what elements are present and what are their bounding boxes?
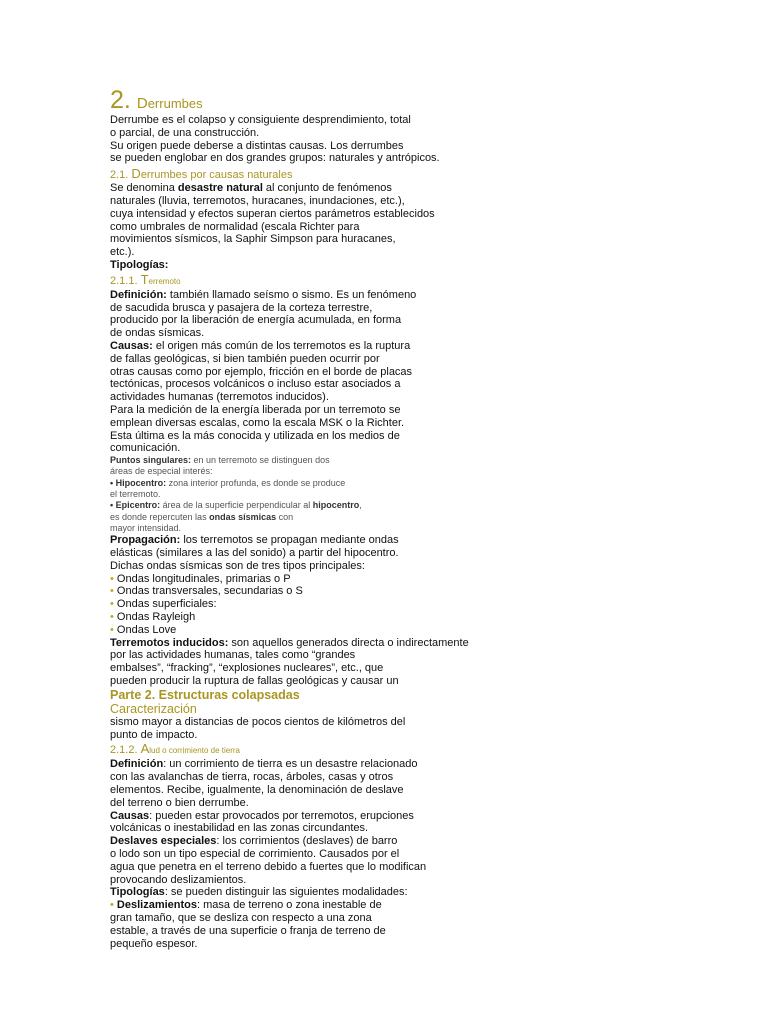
text-line: pequeño espesor.: [110, 937, 198, 950]
heading-text: errumbes: [147, 96, 203, 111]
text-line: Definición: también llamado seísmo o sismo. Es un fenómeno: [110, 288, 417, 301]
list-item: • Ondas Rayleigh: [110, 610, 196, 623]
list-item: • Deslizamientos: masa de terreno o zona inestable de: [110, 899, 382, 912]
heading-number: 2.1.2.: [110, 744, 138, 757]
text-line: etc.).: [110, 246, 135, 259]
bullet-icon: •: [110, 572, 114, 585]
puntos-singulares-block: [110, 455, 510, 534]
text-line: o lodo son un tipo especial de corrimiento. Causados por el: [110, 847, 400, 860]
text-line: mayor intensidad.: [110, 522, 182, 533]
text-line: se pueden englobar en dos grandes grupos: naturales y antrópicos.: [110, 152, 440, 165]
heading-text: lud o corrimiento de tierra: [149, 746, 240, 756]
text-line: el terremoto.: [110, 489, 161, 500]
text-line: Propagación: los terremotos se propagan mediante ondas: [110, 534, 399, 547]
section-heading-2-1-2: [110, 742, 510, 758]
text-line: por las actividades humanas, tales como “grandes: [110, 649, 356, 662]
bullet-icon: •: [110, 623, 114, 636]
text-line: volcánicas o inestabilidad en las zonas circundantes.: [110, 822, 369, 835]
text-line: sismo mayor a distancias de pocos cientos de kilómetros del: [110, 715, 406, 728]
heading-initial: D: [136, 95, 148, 112]
text-line: Causas: el origen más común de los terremotos es la ruptura: [110, 339, 411, 352]
section-heading-2-1: [110, 167, 510, 182]
natural-causes-paragraph: [110, 182, 510, 272]
bullet-icon: •: [110, 610, 114, 623]
heading-number: 2.: [110, 86, 131, 114]
list-item: • Ondas transversales, secundarias o S: [110, 585, 303, 598]
section-heading-2-1-1: [110, 273, 510, 289]
text-line: pueden producir la ruptura de fallas geológicas y causar un: [110, 674, 399, 687]
text-line: Terremotos inducidos: son aquellos generados directa o indirectamente: [110, 636, 469, 649]
list-item: • Ondas Love: [110, 623, 177, 636]
text-line: Causas: pueden estar provocados por terremotos, erupciones: [110, 809, 414, 822]
text-line: elásticas (similares a las del sonido) a partir del hipocentro.: [110, 547, 399, 559]
text-line: de fallas geológicas, si bien también pueden ocurrir por: [110, 352, 380, 365]
text-line: del terreno o bien derrumbe.: [110, 796, 249, 809]
text-line: estable, a través de una superficie o franja de terreno de: [110, 924, 386, 937]
heading-initial: A: [140, 741, 150, 757]
heading-text: erremoto: [148, 276, 181, 286]
bullet-icon: •: [110, 598, 114, 611]
text-line: Derrumbe es el colapso y consiguiente desprendimiento, total: [110, 114, 411, 126]
text-line: emplean diversas escalas, como la escala MSK o la Richter.: [110, 416, 405, 429]
text-line: otras causas como por ejemplo, fricción en el borde de placas: [110, 365, 413, 378]
parte-heading: Parte 2. Estructuras colapsadas: [110, 687, 300, 702]
list-item: • Ondas superficiales:: [110, 598, 217, 611]
heading-initial: D: [131, 166, 141, 182]
text-line: Puntos singulares: en un terremoto se distinguen dos: [110, 455, 330, 466]
heading-number: 2.1.1.: [110, 274, 138, 287]
text-line: provocando deslizamientos.: [110, 873, 247, 886]
text-line: movimientos sísmicos, la Saphir Simpson para huracanes,: [110, 233, 396, 246]
text-line: cuya intensidad y efectos superan ciertos parámetros establecidos: [110, 207, 435, 220]
heading-text: errumbes por causas naturales: [140, 169, 293, 182]
text-line: áreas de especial interés:: [110, 466, 213, 477]
text-line: Su origen puede deberse a distintas causas. Los derrumbes: [110, 139, 404, 152]
text-line: comunicación.: [110, 442, 181, 455]
text-line: Para la medición de la energía liberada por un terremoto se: [110, 403, 401, 416]
intro-paragraph: [110, 114, 510, 165]
text-line: embalses”, “fracking”, “explosiones nucleares”, etc., que: [110, 662, 384, 675]
text-line: naturales (lluvia, terremotos, huracanes, inundaciones, etc.),: [110, 194, 405, 207]
caracterizacion-heading: Caracterización: [110, 701, 197, 716]
text-line: actividades humanas (terremotos inducidos).: [110, 391, 329, 404]
text-line: de ondas sísmicas.: [110, 327, 205, 340]
text-line: con las avalanchas de tierra, rocas, árboles, casas y otros: [110, 771, 394, 784]
text-line: Dichas ondas sísmicas son de tres tipos principales:: [110, 559, 365, 572]
heading-initial: T: [140, 271, 149, 287]
document-content: [110, 86, 510, 950]
section-heading-2: [110, 86, 510, 114]
text-line: tectónicas, procesos volcánicos o incluso estar asociados a: [110, 378, 401, 391]
text-line: Definición: un corrimiento de tierra es un desastre relacionado: [110, 758, 418, 771]
text-line: como umbrales de normalidad (escala Richter para: [110, 220, 360, 233]
text-line: elementos. Recibe, igualmente, la denominación de deslave: [110, 783, 404, 796]
text-line: producido por la liberación de energía acumulada, en forma: [110, 314, 402, 327]
text-line: agua que penetra en el terreno debido a fuertes que lo modifican: [110, 860, 427, 873]
text-line: o parcial, de una construcción.: [110, 126, 260, 139]
tipologias-label: Tipologías:: [110, 258, 169, 271]
text-line: Deslaves especiales: los corrimientos (deslaves) de barro: [110, 835, 398, 848]
text-line: Se denomina desastre natural al conjunto de fenómenos: [110, 182, 392, 195]
text-line: Tipologías: se pueden distinguir las siguientes modalidades:: [110, 886, 408, 899]
text-line: • Hipocentro: zona interior profunda, es donde se produce: [110, 477, 346, 488]
text-line: punto de impacto.: [110, 728, 198, 741]
alud-section: [110, 758, 510, 950]
text-line: es donde repercuten las ondas sísmicas con: [110, 511, 294, 522]
caracterizacion-paragraph: [110, 716, 510, 742]
bullet-icon: •: [110, 899, 114, 912]
list-item: • Ondas longitudinales, primarias o P: [110, 572, 291, 585]
text-line: • Epicentro: área de la superficie perpendicular al hipocentro,: [110, 500, 362, 511]
text-line: Esta última es la más conocida y utilizada en los medios de: [110, 429, 400, 442]
bullet-icon: •: [110, 585, 114, 598]
heading-number: 2.1.: [110, 169, 129, 182]
text-line: gran tamaño, que se desliza con respecto a una zona: [110, 911, 372, 924]
text-line: de sacudida brusca y pasajera de la corteza terrestre,: [110, 301, 373, 314]
terremoto-section: [110, 289, 510, 688]
